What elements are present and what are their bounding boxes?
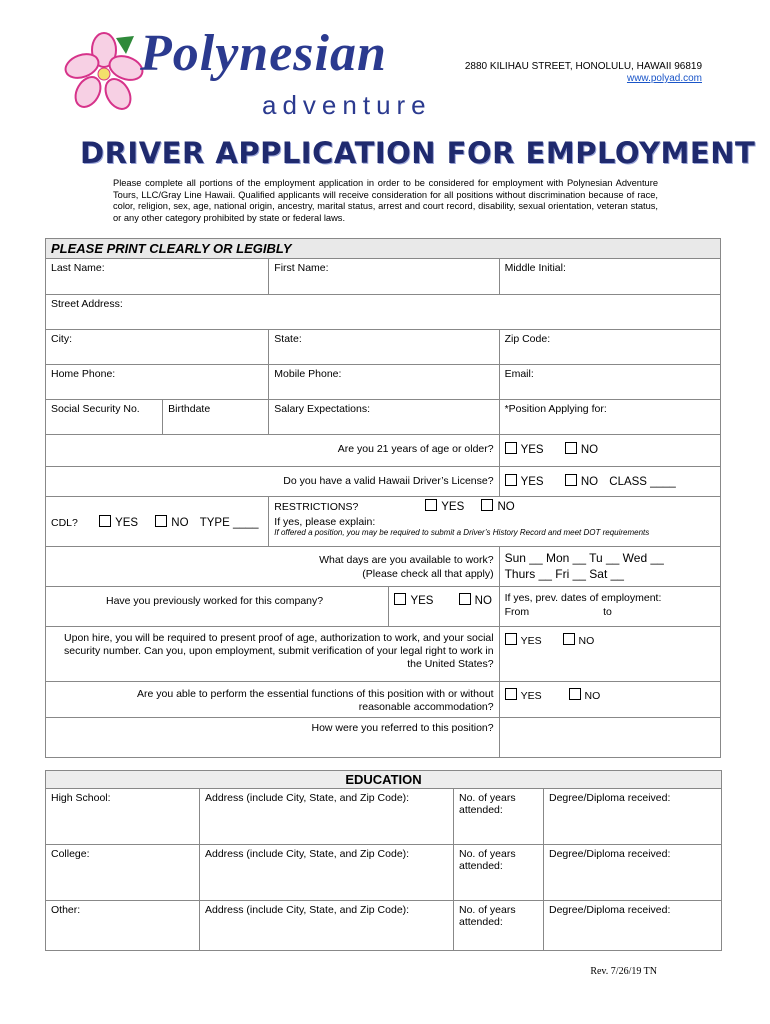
cdl-label: CDL? — [51, 516, 78, 529]
license-yes-checkbox[interactable] — [505, 474, 517, 486]
education-degree[interactable]: Degree/Diploma received: — [544, 789, 722, 845]
prev-no-checkbox[interactable] — [459, 593, 471, 605]
restrictions-cell — [269, 497, 721, 547]
education-level[interactable]: College: — [46, 845, 200, 901]
home-phone-field[interactable] — [46, 365, 269, 400]
functions-yes-label: YES — [520, 690, 542, 702]
company-address: 2880 KILIHAU STREET, HONOLULU, HAWAII 96819 — [464, 61, 702, 72]
plumeria-flower-icon — [64, 32, 144, 112]
proof-question: Upon hire, you will be required to present proof of age, authorization to work, and your social security number. Can you, upon employment, submit verification of your legal right to work in the United States? — [46, 627, 500, 682]
proof-yes-checkbox[interactable] — [505, 633, 517, 645]
proof-yes-label: YES — [520, 635, 542, 647]
logo — [62, 25, 482, 130]
functions-no-label: NO — [584, 690, 601, 702]
first-name-label: First Name: — [274, 262, 329, 274]
last-name-label: Last Name: — [51, 262, 105, 274]
prev-yes-label: YES — [410, 595, 434, 607]
days-answer[interactable] — [499, 547, 720, 587]
salary-label: Salary Expectations: — [274, 403, 371, 415]
ssn-field[interactable] — [46, 400, 163, 435]
logo-subtitle: adventure — [262, 90, 432, 120]
prev-answer — [389, 587, 499, 627]
middle-initial-field[interactable] — [499, 259, 720, 295]
license-class-field[interactable]: CLASS ____ — [609, 476, 676, 488]
functions-yes-checkbox[interactable] — [505, 688, 517, 700]
logo-wordmark: Polynesian — [140, 25, 387, 82]
prev-from-label: From — [504, 606, 530, 618]
page-title: DRIVER APPLICATION FOR EMPLOYMENT — [80, 136, 756, 170]
email-field[interactable] — [499, 365, 720, 400]
cdl-yes-label: YES — [115, 516, 139, 529]
education-address[interactable]: Address (include City, State, and Zip Code): — [200, 845, 454, 901]
license-yes-label: YES — [520, 476, 544, 488]
license-question: Do you have a valid Hawaii Driver’s License? — [46, 467, 500, 497]
education-degree[interactable]: Degree/Diploma received: — [544, 901, 722, 951]
prev-yes-checkbox[interactable] — [394, 593, 406, 605]
education-level[interactable]: Other: — [46, 901, 200, 951]
education-years[interactable]: No. of years attended: — [454, 901, 544, 951]
prev-no-label: NO — [474, 595, 492, 607]
restrictions-label: RESTRICTIONS? — [274, 501, 359, 513]
birthdate-field[interactable] — [163, 400, 269, 435]
referred-question: How were you referred to this position? — [46, 718, 500, 758]
zip-label: Zip Code: — [504, 333, 551, 345]
first-name-field[interactable] — [269, 259, 499, 295]
state-field[interactable] — [269, 330, 499, 365]
education-address[interactable]: Address (include City, State, and Zip Code): — [200, 901, 454, 951]
restrictions-no-checkbox[interactable] — [481, 499, 493, 511]
prev-dates-cell[interactable] — [499, 587, 720, 627]
education-title: EDUCATION — [46, 771, 722, 789]
middle-initial-label: Middle Initial: — [504, 262, 566, 274]
position-field[interactable] — [499, 400, 720, 435]
zip-field[interactable] — [499, 330, 720, 365]
age-no-checkbox[interactable] — [565, 442, 577, 454]
salary-field[interactable] — [269, 400, 499, 435]
restrictions-no-label: NO — [497, 501, 515, 513]
days-line-2[interactable]: Thurs __ Fri __ Sat __ — [504, 567, 624, 581]
birthdate-label: Birthdate — [168, 403, 211, 415]
prev-question: Have you previously worked for this company? — [46, 587, 389, 627]
age-question: Are you 21 years of age or older? — [46, 435, 500, 467]
functions-answer — [499, 682, 720, 718]
education-row-college — [46, 845, 722, 901]
restrictions-yes-label: YES — [441, 501, 465, 513]
functions-no-checkbox[interactable] — [569, 688, 581, 700]
education-address[interactable]: Address (include City, State, and Zip Code): — [200, 789, 454, 845]
days-question-sub: (Please check all that apply) — [362, 568, 494, 580]
state-label: State: — [274, 333, 302, 345]
education-degree[interactable]: Degree/Diploma received: — [544, 845, 722, 901]
ssn-label: Social Security No. — [51, 403, 140, 415]
education-row-other — [46, 901, 722, 951]
restrictions-yes-checkbox[interactable] — [425, 499, 437, 511]
education-level[interactable]: High School: — [46, 789, 200, 845]
age-yes-checkbox[interactable] — [505, 442, 517, 454]
intro-paragraph: Please complete all portions of the employment application in order to be considered for employment with Polynesian Adventure Tours, LLC/Gray Line Hawaii. Qualified applicants will receive consideration for all positions without discrimination because of race, color, religion, sex, age, national origin, ancestry, marital status, arrest and court record, disability, sexual orientation, veteran status, or any other category prohibited by state or federal laws. — [113, 178, 658, 223]
age-answer — [499, 435, 720, 467]
cdl-row — [46, 497, 269, 547]
functions-question: Are you able to perform the essential functions of this position with or without reasonable accommodation? — [46, 682, 500, 718]
mobile-phone-field[interactable] — [269, 365, 499, 400]
days-question-label: What days are you available to work? — [319, 554, 494, 566]
prev-to-label: to — [603, 606, 612, 618]
cdl-type-field[interactable]: TYPE ____ — [199, 516, 259, 529]
proof-no-label: NO — [578, 635, 595, 647]
position-label: *Position Applying for: — [504, 403, 607, 415]
age-no-label: NO — [580, 444, 599, 456]
proof-no-checkbox[interactable] — [563, 633, 575, 645]
education-row-high-school — [46, 789, 722, 845]
home-phone-label: Home Phone: — [51, 368, 116, 380]
dot-requirements-note: If offered a position, you may be required to submit a Driver’s History Record and meet DOT requirements — [274, 528, 650, 537]
company-website-link[interactable]: www.polyad.com — [626, 73, 702, 84]
applicant-info-table — [45, 238, 721, 758]
license-answer — [499, 467, 720, 497]
license-no-checkbox[interactable] — [565, 474, 577, 486]
days-line-1[interactable]: Sun __ Mon __ Tu __ Wed __ — [504, 551, 664, 565]
education-years[interactable]: No. of years attended: — [454, 789, 544, 845]
cdl-no-checkbox[interactable] — [155, 515, 167, 527]
days-question — [46, 547, 500, 587]
section-title: PLEASE PRINT CLEARLY OR LEGIBLY — [46, 239, 721, 259]
proof-answer — [499, 627, 720, 682]
cdl-yes-checkbox[interactable] — [99, 515, 111, 527]
city-field[interactable] — [46, 330, 269, 365]
city-label: City: — [51, 333, 72, 345]
last-name-field[interactable] — [46, 259, 269, 295]
referred-answer-field[interactable] — [499, 718, 720, 758]
mobile-phone-label: Mobile Phone: — [274, 368, 342, 380]
age-yes-label: YES — [520, 444, 544, 456]
prev-dates-label: If yes, prev. dates of employment: — [504, 592, 662, 604]
email-label: Email: — [504, 368, 534, 380]
restrictions-explain-label[interactable]: If yes, please explain: — [274, 516, 376, 528]
education-years[interactable]: No. of years attended: — [454, 845, 544, 901]
street-address-field[interactable] — [46, 295, 721, 330]
cdl-no-label: NO — [171, 516, 189, 529]
license-no-label: NO — [580, 476, 599, 488]
revision-note: Rev. 7/26/19 TN — [590, 966, 657, 977]
education-table — [45, 770, 722, 951]
street-address-label: Street Address: — [51, 298, 123, 310]
